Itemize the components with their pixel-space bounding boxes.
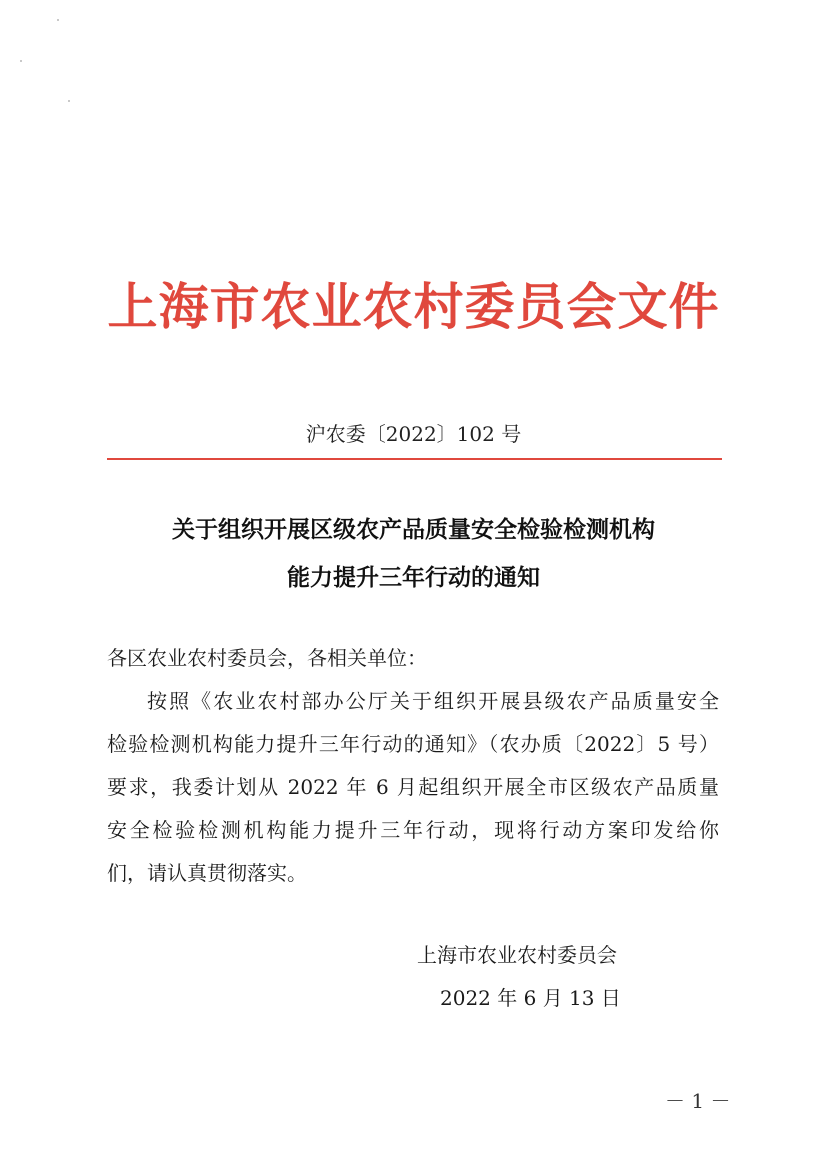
scan-speck	[20, 60, 22, 62]
signature-organization: 上海市农业农村委员会	[417, 943, 617, 967]
salutation: 各区农业农村委员会，各相关单位：	[107, 646, 427, 670]
document-header-title: 上海市农业农村委员会文件	[107, 277, 720, 336]
body-line: 安全检验检测机构能力提升三年行动，现将行动方案印发给你	[107, 818, 719, 842]
document-number: 沪农委〔2022〕102 号	[305, 422, 522, 446]
scan-speck	[68, 100, 70, 102]
header-divider-line	[107, 458, 722, 460]
body-line: 要求，我委计划从 2022 年 6 月起组织开展全市区级农产品质量	[107, 775, 719, 799]
notice-title-line-2: 能力提升三年行动的通知	[287, 564, 540, 591]
signature-date: 2022 年 6 月 13 日	[440, 986, 621, 1010]
body-line: 按照《农业农村部办公厅关于组织开展县级农产品质量安全	[147, 689, 719, 713]
body-line: 们，请认真贯彻落实。	[107, 861, 307, 885]
notice-title-line-1: 关于组织开展区级农产品质量安全检验检测机构	[172, 516, 655, 543]
body-line: 检验检测机构能力提升三年行动的通知》（农办质〔2022〕5 号）	[107, 732, 719, 756]
scan-speck	[57, 19, 59, 21]
page-number: － 1 －	[665, 1089, 731, 1113]
